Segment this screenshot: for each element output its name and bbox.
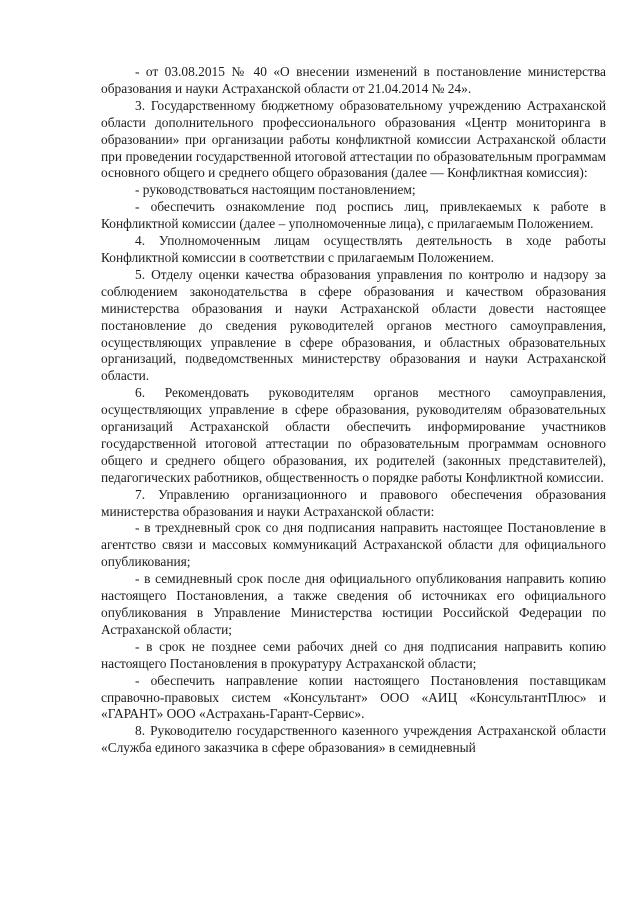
paragraph-6: 6. Рекомендовать руководителям органов местного самоуправления, осуществляющих управление в сфере образования, руководителям образовательных организаций Астраханской области обеспечить информирование участников государственной итоговой аттестации по образовательным программам основного общего и среднего общего образования, их родителей (законных представителей), педагогических работников, общественность о порядке работы Конфликтной комиссии. bbox=[101, 385, 606, 485]
document-page bbox=[101, 64, 606, 757]
paragraph-7-item-1: - в трехдневный срок со дня подписания направить настоящее Постановление в агентство связи и массовых коммуникаций Астраханской области для официального опубликования; bbox=[101, 520, 606, 570]
paragraph-7: 7. Управлению организационного и правового обеспечения образования министерства образования и науки Астраханской области: bbox=[101, 486, 606, 519]
paragraph-amendment-item: - от 03.08.2015 № 40 «О внесении изменений в постановление министерства образования и науки Астраханской области от 21.04.2014 № 24». bbox=[101, 64, 606, 96]
paragraph-3: 3. Государственному бюджетному образовательному учреждению Астраханской области дополнительного профессионального образования «Центр мониторинга в образовании» при организации работы конфликтной комиссии Астраханской области при проведении государственной итоговой аттестации по образовательным программам основного общего и среднего общего образования (далее — Конфликтная комиссия): bbox=[101, 97, 606, 181]
paragraph-3-item-2: - обеспечить ознакомление под роспись лиц, привлекаемых к работе в Конфликтной комиссии (далее – уполномоченные лица), с прилагаемым Положением. bbox=[101, 199, 606, 232]
paragraph-7-item-4: - обеспечить направление копии настоящего Постановления поставщикам справочно-правовых систем «Консультант» ООО «АИЦ «КонсультантПлюс» и «ГАРАНТ» ООО «Астрахань-Гарант-Сервис». bbox=[101, 672, 606, 722]
paragraph-7-item-3: - в срок не позднее семи рабочих дней со дня подписания направить копию настоящего Постановления в прокуратуру Астраханской области; bbox=[101, 638, 606, 671]
paragraph-4: 4. Уполномоченным лицам осуществлять деятельность в ходе работы Конфликтной комиссии в соответствии с прилагаемым Положением. bbox=[101, 233, 606, 265]
paragraph-7-item-2: - в семидневный срок после дня официального опубликования направить копию настоящего Постановления, а также сведения об источниках его официального опубликования в Управление Министерства юстиции Российской Федерации по Астраханской области; bbox=[101, 571, 606, 637]
paragraph-8: 8. Руководителю государственного казенного учреждения Астраханской области «Служба единого заказчика в сфере образования» в семидневный bbox=[101, 723, 606, 756]
paragraph-5: 5. Отделу оценки качества образования управления по контролю и надзору за соблюдением законодательства в сфере образования и качеством образования министерства образования и науки Астраханской области довести настоящее постановление до сведения руководителей органов местного самоуправления, осуществляющих управление в сфере образования, и областных образовательных организаций, подведомственных министерству образования и науки Астраханской области. bbox=[101, 266, 606, 384]
paragraph-3-item-1: - руководствоваться настоящим постановлением; bbox=[135, 182, 416, 198]
